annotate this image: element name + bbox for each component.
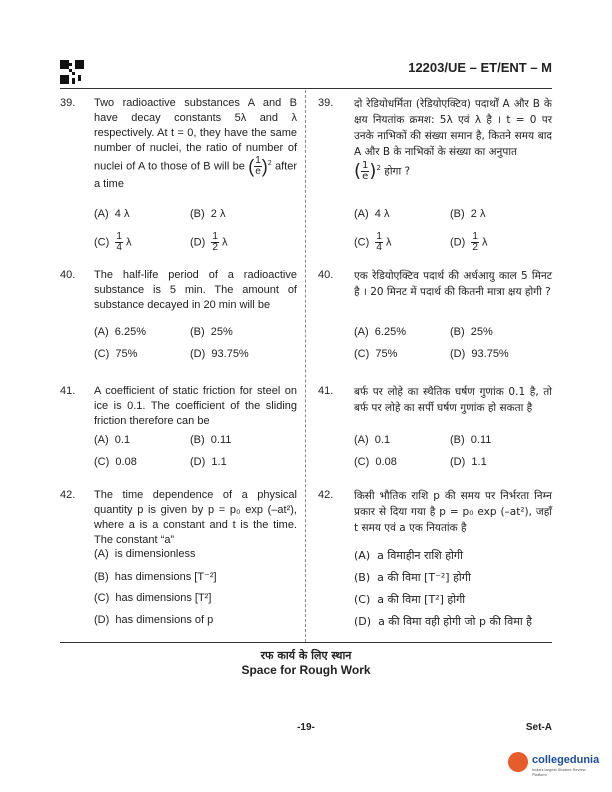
- footer-rule: [60, 642, 552, 643]
- question-text-tail: after a time: [94, 160, 298, 191]
- rough-work-title-hindi: रफ कार्य के लिए स्थान: [260, 649, 352, 662]
- rough-work-title: Space for Rough Work: [241, 663, 371, 677]
- question-number: 39.: [60, 97, 76, 109]
- qr-code-icon: [60, 60, 84, 84]
- question-40-en: 40. The half-life period of a radioactive substance is 5 min. The amount of substance decayed in 20 min will be: [60, 269, 297, 311]
- question-41-hi: 41. बर्फ पर लोहे का स्थैतिक घर्षण गुणांक 0.1 है, तो बर्फ पर लोहे का सर्पी घर्षण गुणांक हो सकता है: [318, 385, 552, 414]
- question-41-en: 41. A coefficient of static friction for steel on ice is 0.1. The coefficient of the sliding friction therefore can be: [60, 385, 297, 427]
- logo-icon: [508, 752, 528, 772]
- page-number: -19-: [297, 722, 315, 733]
- question-39-en: 39. Two radioactive substances A and B have decay constants 5λ and λ respectively. At t = 0, they have the same number of nuclei, the ratio of number of nuclei of A to those of B will be ( $\frac{1}{e}$ )$^2$ after a time: [60, 97, 298, 191]
- question-text: A coefficient of static friction for steel on ice is 0.1. The coefficient of the sliding friction therefore can be: [94, 385, 297, 427]
- question-text: The time dependence of a physical quantity p is given by p = p₀ exp (–at²), where a is a constant and t is the time. The constant “a”: [94, 489, 297, 546]
- option-c: (C) $\frac{1}{4}$ λ: [94, 231, 132, 253]
- column-divider: [305, 90, 306, 642]
- question-text: Two radioactive substances A and B have decay constants 5λ and λ respectively. At t = 0, they have the same number of nuclei, the ratio of number of nuclei of A to those of B will be: [94, 97, 297, 173]
- collegedunia-logo[interactable]: collegedunia India's largest Student Review Platform: [508, 752, 598, 776]
- fraction: $\frac{1}{e}$: [255, 155, 261, 178]
- question-text-hindi: दो रेडियोधर्मिता (रेडियोएक्टिव) पदार्थों A और B के क्षय नियतांक क्रमश: 5λ एवं λ है । t = 0 पर उनके नाभिकों की संख्या समान है, कितने समय बाद A और B के नाभिकों के संख्या का अनुपात: [354, 98, 552, 158]
- paper-code: 12203/UE – ET/ENT – M: [408, 60, 552, 75]
- header-rule: [60, 88, 552, 89]
- question-42-hi: 42. किसी भौतिक राशि p की समय पर निर्भरता निम्न प्रकार से दिया गया है p = p₀ exp (–at²), जहाँ t समय एवं a एक नियतांक है: [318, 489, 552, 534]
- option-a: (A) 4 λ: [94, 208, 130, 220]
- set-label: Set-A: [525, 722, 552, 733]
- question-42-en: 42. The time dependence of a physical quantity p is given by p = p₀ exp (–at²), where a is a constant and t is the time. The constant “a”: [60, 489, 297, 546]
- question-40-hi: 40. एक रेडियोएक्टिव पदार्थ की अर्धआयु काल 5 मिनट है । 20 मिनट में पदार्थ की कितनी मात्रा क्षय होगी ?: [318, 269, 552, 298]
- option-d: (D) $\frac{1}{2}$ λ: [190, 231, 228, 253]
- question-39-hi: 39. दो रेडियोधर्मिता (रेडियोएक्टिव) पदार्थों A और B के क्षय नियतांक क्रमश: 5λ एवं λ है । t = 0 पर उनके नाभिकों की संख्या समान है, कितने समय बाद A और B के नाभिकों के संख्या का अनुपात ( $\frac{1}{e}$ )$^2$ होगा ?: [318, 97, 552, 182]
- question-text: The half-life period of a radioactive substance is 5 min. The amount of substance decayed in 20 min will be: [94, 269, 297, 311]
- option-b: (B) 2 λ: [190, 208, 226, 220]
